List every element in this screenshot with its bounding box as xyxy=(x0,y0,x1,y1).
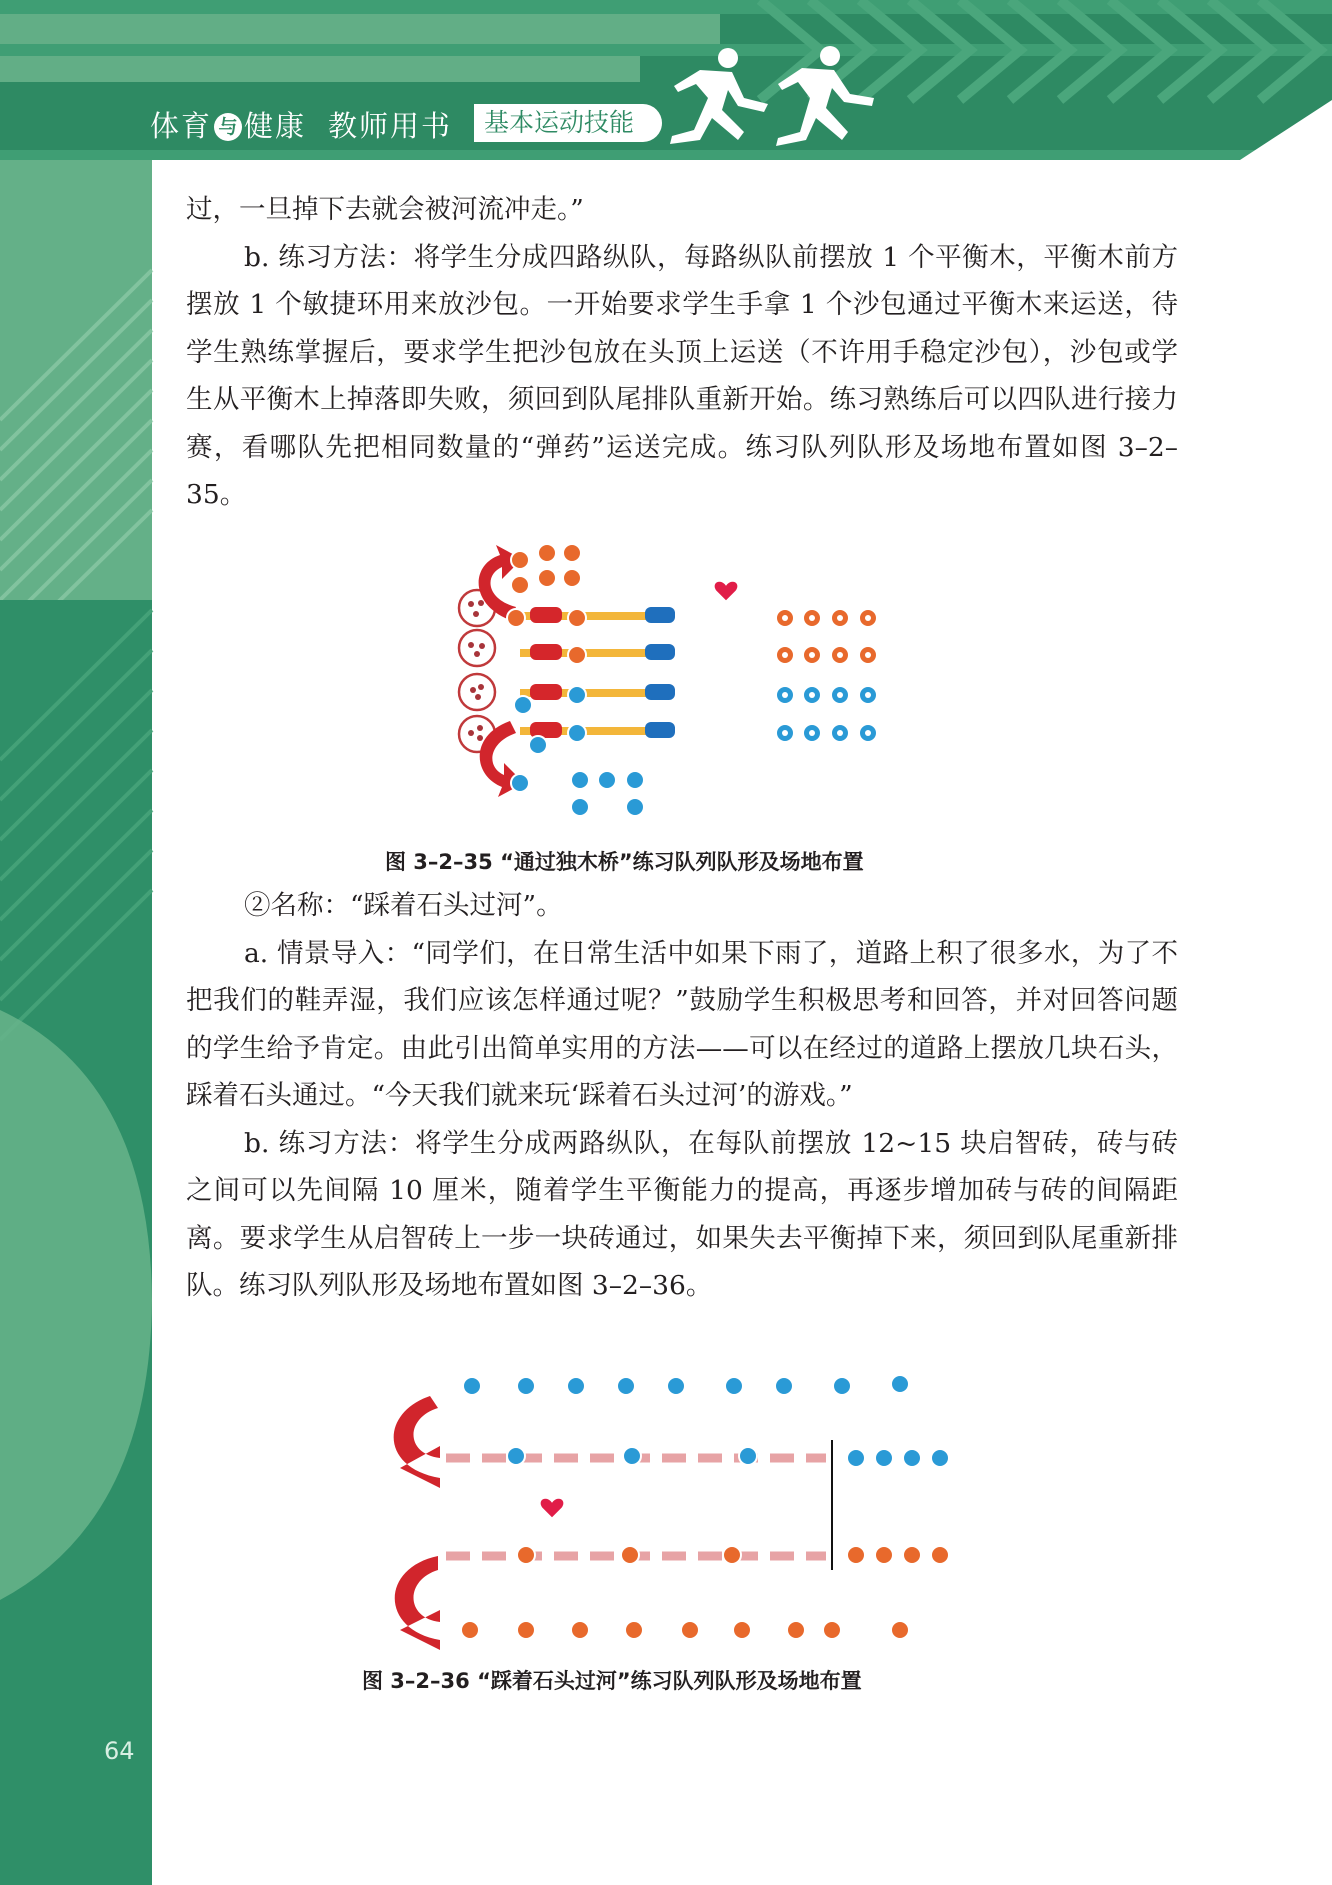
paragraph: b. 练习方法：将学生分成两路纵队，在每队前摆放 12~15 块启智砖，砖与砖之间可以先间隔 10 厘米，随着学生平衡能力的提高，再逐步增加砖与砖的间隔距离。要求学生从启智砖上一步一块砖通过，如果失去平衡掉下来，须回到队尾重新排队。练习队列队形及场地布置如图 3–2–36。 xyxy=(186,1127,1178,1301)
book-title-conj: 与 xyxy=(214,113,242,141)
figure-3-2-35 xyxy=(440,535,920,835)
book-subtitle: 教师用书 xyxy=(328,109,453,143)
text-block-1 xyxy=(186,186,1178,519)
arrow-icon xyxy=(395,1556,440,1650)
heart-icon xyxy=(714,581,738,601)
student-icon xyxy=(511,686,877,816)
page-number: 64 xyxy=(104,1737,135,1765)
runner-icon xyxy=(660,40,880,160)
figure-caption-36: 图 3–2–36 “踩着石头过河”练习队列队形及场地布置 xyxy=(362,1669,862,1693)
book-title-part2: 健康 xyxy=(244,109,307,143)
paragraph: b. 练习方法：将学生分成四路纵队，每路纵队前摆放 1 个平衡木，平衡木前方摆放 1 个敏捷环用来放沙包。一开始要求学生手拿 1 个沙包通过平衡木来运送，待学生熟练掌握后，要求学生把沙包放在头顶上运送（不许用手稳定沙包），沙包或学生从平衡木上掉落即失败，须回到队尾排队重新开始。练习熟练后可以四队进行接力赛，看哪队先把相同数量的“弹药”运送完成。练习队列队形及场地布置如图 3–2–35。 xyxy=(186,241,1178,510)
student-icon xyxy=(463,1375,949,1467)
paragraph: ②名称：“踩着石头过河”。 xyxy=(244,890,563,921)
heart-icon xyxy=(540,1498,564,1518)
figure-3-2-36 xyxy=(380,1368,980,1658)
balance-beam-icon xyxy=(520,607,675,738)
text-block-2 xyxy=(186,882,1178,1310)
arrow-icon xyxy=(394,1396,440,1488)
book-title-part1: 体育 xyxy=(150,109,213,143)
paragraph: a. 情景导入：“同学们，在日常生活中如果下雨了，道路上积了很多水，为了不把我们的鞋弄湿，我们应该怎样通过呢？”鼓励学生积极思考和回答，并对回答问题的学生给予肯定。由此引出简单实用的方法——可以在经过的道路上摆放几块石头，踩着石头通过。“今天我们就来玩‘踩着石头过河’的游戏。” xyxy=(186,937,1178,1111)
paragraph: 过，一旦掉下去就会被河流冲走。” xyxy=(186,194,584,225)
book-title xyxy=(150,104,452,145)
figure-caption-35: 图 3–2–35 “通过独木桥”练习队列队形及场地布置 xyxy=(385,850,864,874)
student-icon xyxy=(507,544,877,664)
hoop-icon xyxy=(459,590,495,752)
section-tag: 基本运动技能 xyxy=(474,104,662,142)
